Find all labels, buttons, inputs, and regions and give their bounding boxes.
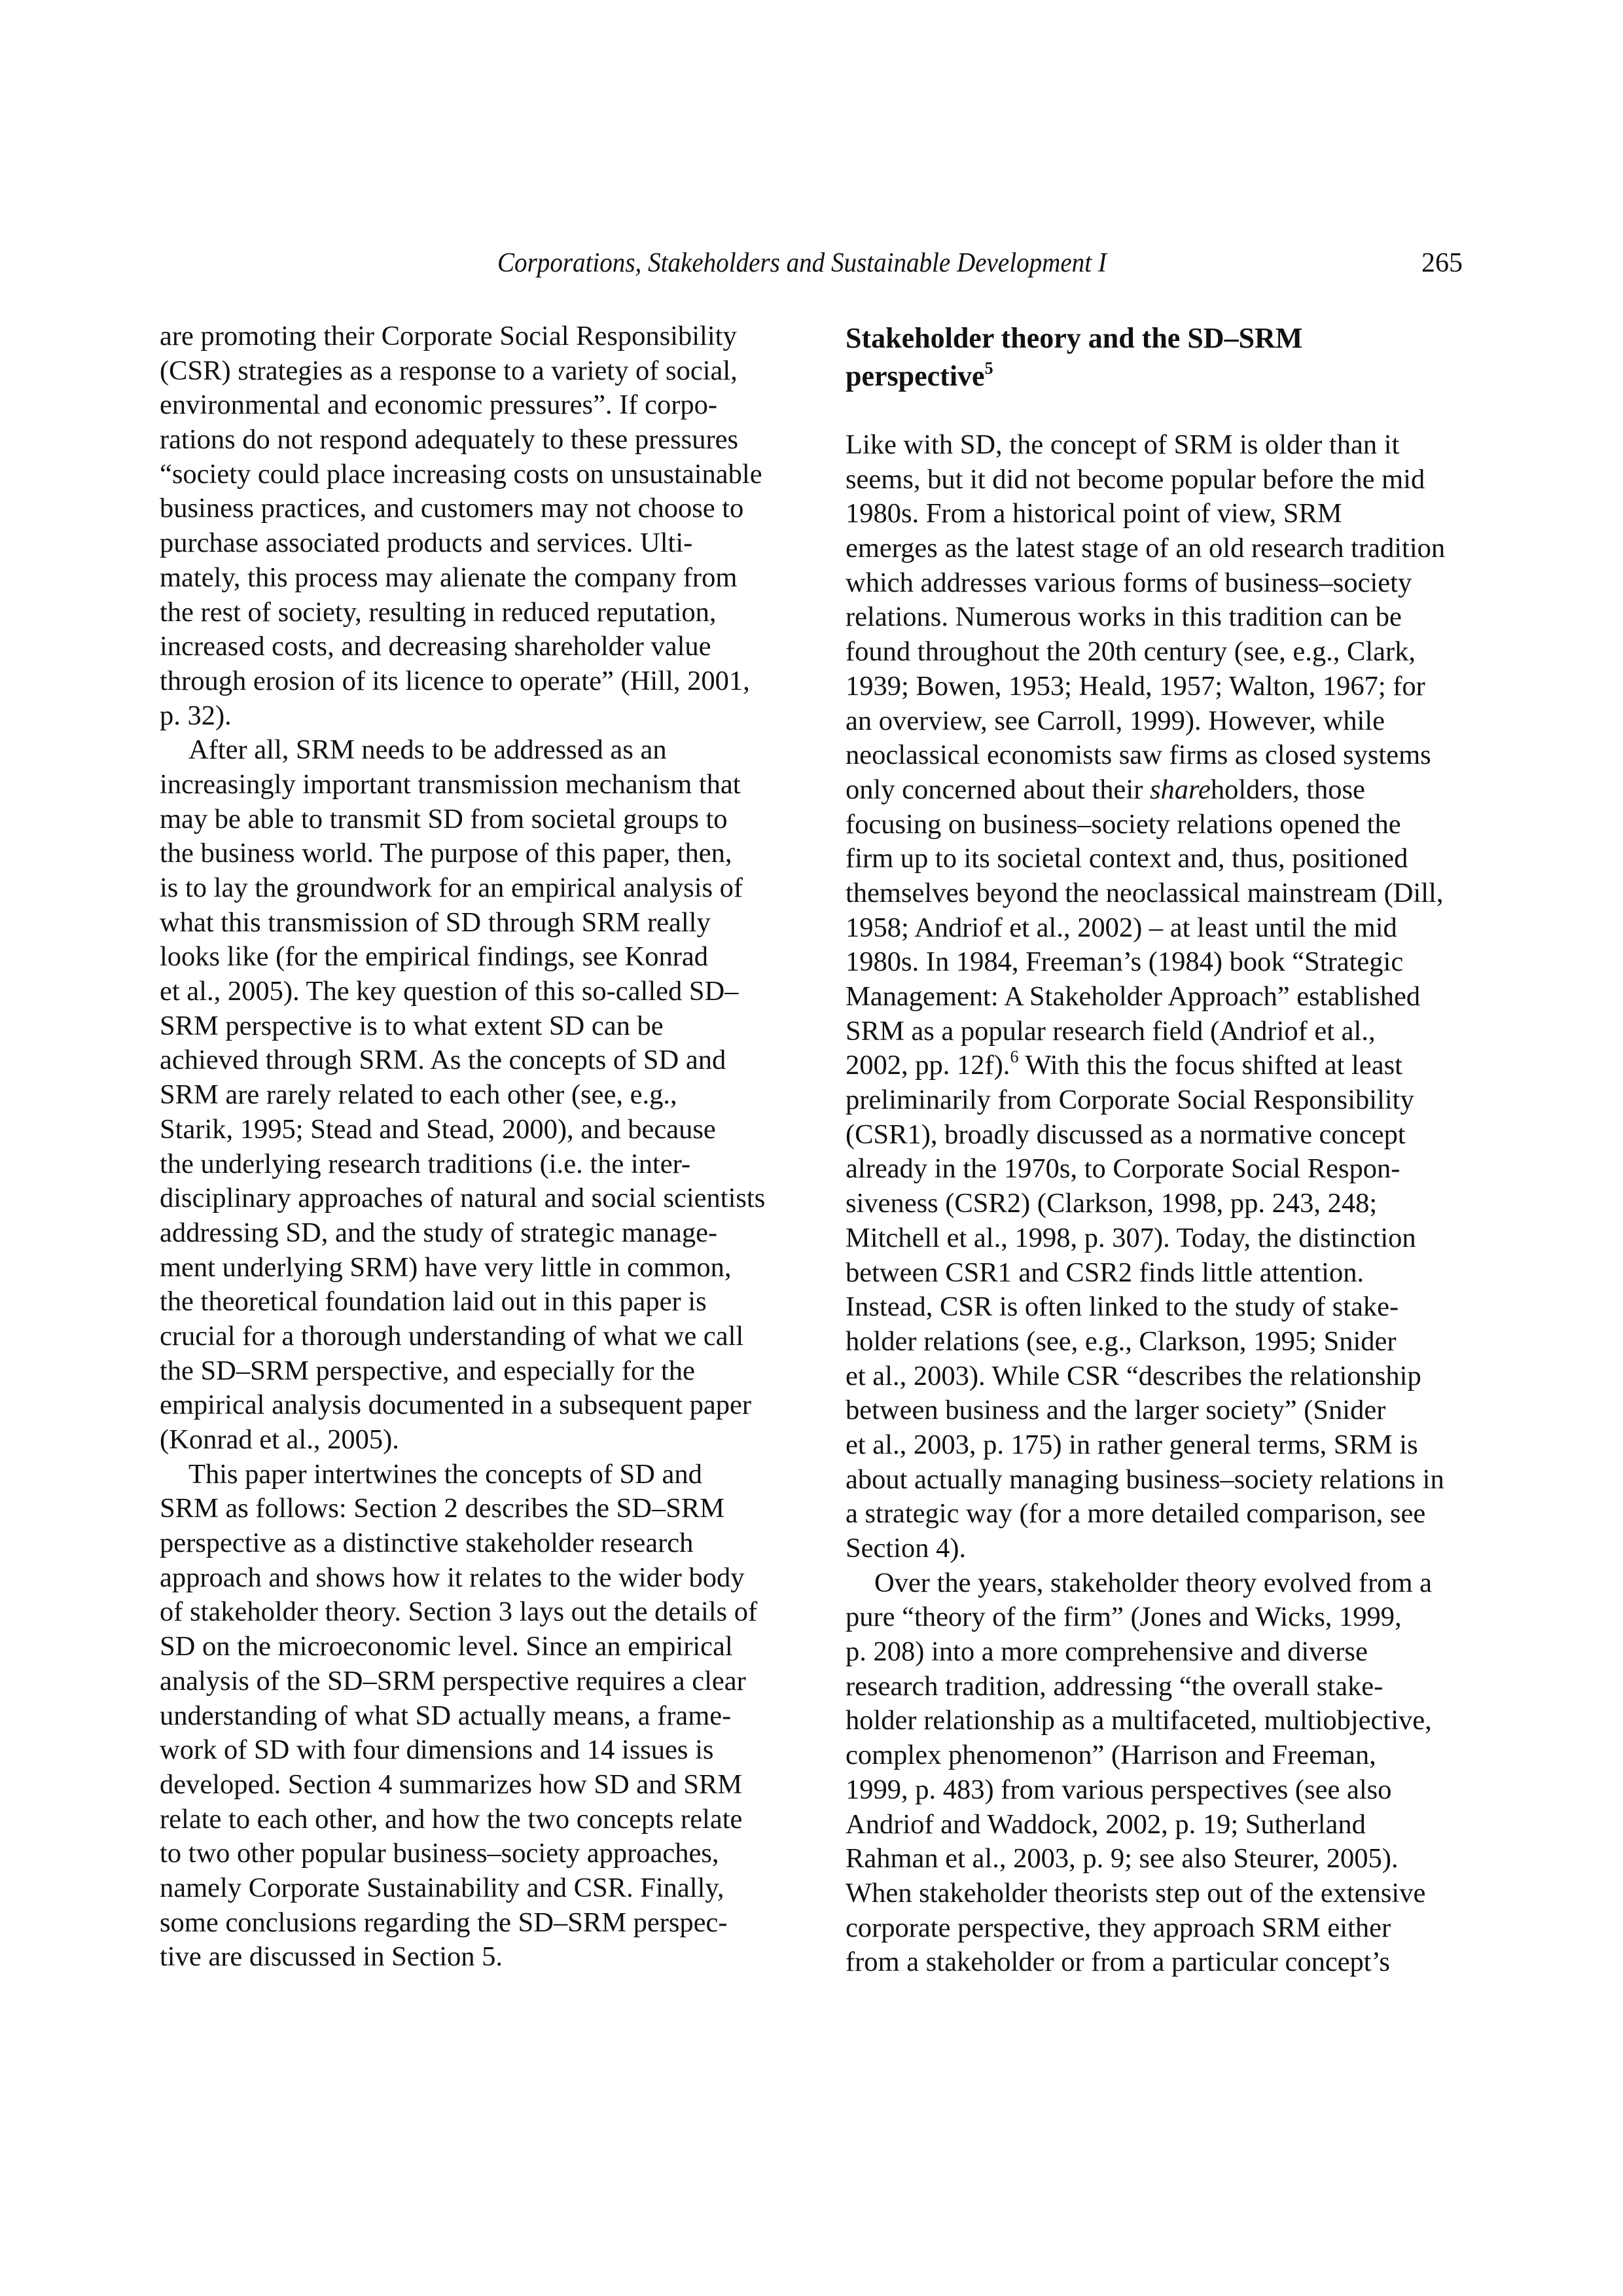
- text-line: addressing SD, and the study of strategic manage-: [160, 1217, 718, 1248]
- text-line: rations do not respond adequately to these pressures: [160, 424, 739, 456]
- text-line: 1939; Bowen, 1953; Heald, 1957; Walton, 1967; for: [846, 670, 1425, 702]
- text-line: purchase associated products and services. Ulti-: [160, 528, 693, 559]
- paragraph: [160, 1458, 777, 1975]
- text-line: crucial for a thorough understanding of what we call: [160, 1320, 744, 1352]
- text-line: understanding of what SD actually means, a frame-: [160, 1700, 732, 1731]
- text-line: SRM as follows: Section 2 describes the SD–SRM: [160, 1493, 724, 1524]
- text-line: This paper intertwines the concepts of SD and: [188, 1458, 702, 1490]
- text-segment: With this the focus shifted at least: [1018, 1050, 1402, 1081]
- text-line: achieved through SRM. As the concepts of SD and: [160, 1045, 726, 1076]
- text-line: are promoting their Corporate Social Responsibility: [160, 321, 737, 351]
- right-column: [846, 319, 1463, 1980]
- text-line: Over the years, stakeholder theory evolved from a: [874, 1567, 1433, 1598]
- text-line: themselves beyond the neoclassical mainstream (Dill,: [846, 877, 1444, 908]
- text-line: Mitchell et al., 1998, p. 307). Today, the distinction: [846, 1222, 1416, 1253]
- paragraph: [160, 319, 777, 733]
- text-line: 1980s. In 1984, Freeman’s (1984) book “Strategic: [846, 946, 1404, 978]
- running-head: Corporations, Stakeholders and Sustainable Development I: [497, 248, 1107, 278]
- text-line: of stakeholder theory. Section 3 lays out the details of: [160, 1596, 758, 1628]
- text-line: what this transmission of SD through SRM really: [160, 906, 711, 938]
- text-line: research tradition, addressing “the overall stake-: [846, 1670, 1383, 1702]
- text-line: approach and shows how it relates to the wider body: [160, 1562, 745, 1593]
- text-line: preliminarily from Corporate Social Responsibility: [846, 1085, 1414, 1116]
- text-line: Section 4).: [846, 1533, 967, 1564]
- text-line: tive are discussed in Section 5.: [160, 1941, 503, 1973]
- text-line: neoclassical economists saw firms as closed systems: [846, 740, 1431, 771]
- text-line: may be able to transmit SD from societal groups to: [160, 803, 728, 834]
- footnote-reference[interactable]: 6: [1010, 1047, 1019, 1067]
- text-line: (CSR) strategies as a response to a variety of social,: [160, 355, 738, 386]
- text-line: p. 208) into a more comprehensive and diverse: [846, 1636, 1368, 1668]
- text-line: et al., 2003). While CSR “describes the relationship: [846, 1360, 1421, 1391]
- emphasized-text: share: [1149, 774, 1211, 805]
- text-line: business practices, and customers may not choose to: [160, 493, 744, 524]
- text-line: holder relationship as a multifaceted, multiobjective,: [846, 1705, 1432, 1736]
- text-line: an overview, see Carroll, 1999). However, while: [846, 705, 1385, 736]
- text-line: 1958; Andriof et al., 2002) – at least until the mid: [846, 912, 1397, 943]
- footnote-reference[interactable]: 5: [984, 359, 993, 378]
- text-line: SRM are rarely related to each other (see, e.g.,: [160, 1079, 677, 1111]
- text-segment: holders, those: [1210, 774, 1365, 805]
- text-line: 1980s. From a historical point of view, SRM: [846, 498, 1342, 529]
- text-line: increased costs, and decreasing shareholder value: [160, 631, 711, 662]
- text-line: (CSR1), broadly discussed as a normative concept: [846, 1119, 1406, 1150]
- text-line: found throughout the 20th century (see, e.g., Clark,: [846, 636, 1416, 668]
- text-line: 1999, p. 483) from various perspectives (see also: [846, 1774, 1392, 1805]
- section-heading-text: perspective: [846, 360, 985, 392]
- text-line: looks like (for the empirical findings, see Konrad: [160, 941, 708, 973]
- text-line: environmental and economic pressures”. If corpo-: [160, 389, 718, 421]
- text-line: disciplinary approaches of natural and social scientists: [160, 1183, 766, 1214]
- text-line: which addresses various forms of business–society: [846, 567, 1412, 598]
- text-line: emerges as the latest stage of an old research tradition: [846, 533, 1446, 564]
- text-line: pure “theory of the firm” (Jones and Wicks, 1999,: [846, 1602, 1402, 1633]
- text-line: is to lay the groundwork for an empirical analysis of: [160, 872, 743, 903]
- text-line: developed. Section 4 summarizes how SD and SRM: [160, 1768, 743, 1800]
- text-line: SRM perspective is to what extent SD can be: [160, 1010, 664, 1041]
- text-line: holder relations (see, e.g., Clarkson, 1995; Snider: [846, 1325, 1397, 1357]
- text-line: SRM as a popular research field (Andriof et al.,: [846, 1015, 1376, 1047]
- text-line: relations. Numerous works in this tradition can be: [846, 601, 1402, 633]
- text-line: analysis of the SD–SRM perspective requires a clear: [160, 1665, 746, 1696]
- text-line: the SD–SRM perspective, and especially for the: [160, 1355, 695, 1386]
- text-line: from a stakeholder or from a particular concept’s: [846, 1946, 1390, 1978]
- text-line: Andriof and Waddock, 2002, p. 19; Sutherland: [846, 1808, 1366, 1840]
- text-line: work of SD with four dimensions and 14 issues is: [160, 1734, 714, 1766]
- text-line: mately, this process may alienate the company from: [160, 562, 738, 593]
- text-line: between business and the larger society” (Snider: [846, 1395, 1386, 1426]
- text-line: a strategic way (for a more detailed comparison, see: [846, 1498, 1426, 1530]
- text-line: seems, but it did not become popular before the mid: [846, 463, 1425, 495]
- text-line: relate to each other, and how the two concepts relate: [160, 1803, 743, 1835]
- text-line: focusing on business–society relations opened the: [846, 808, 1401, 840]
- text-line: [846, 773, 1463, 808]
- text-segment: 2002, pp. 12f).: [846, 1050, 1010, 1081]
- left-column: [160, 319, 777, 1975]
- text-line: ment underlying SRM) have very little in common,: [160, 1251, 732, 1283]
- text-line: firm up to its societal context and, thus, positioned: [846, 843, 1408, 874]
- text-line: Management: A Stakeholder Approach” established: [846, 981, 1421, 1012]
- text-line: the underlying research traditions (i.e. the inter-: [160, 1148, 691, 1179]
- text-line: the business world. The purpose of this paper, then,: [160, 838, 732, 869]
- text-line: to two other popular business–society approaches,: [160, 1838, 719, 1869]
- text-line: between CSR1 and CSR2 finds little attention.: [846, 1257, 1364, 1288]
- paragraph: [846, 428, 1463, 1566]
- section-heading-line-1: Stakeholder theory and the SD–SRM: [846, 322, 1303, 354]
- text-line: corporate perspective, they approach SRM either: [846, 1912, 1391, 1943]
- text-line: already in the 1970s, to Corporate Social Respon-: [846, 1153, 1400, 1185]
- text-line: through erosion of its licence to operate” (Hill, 2001,: [160, 665, 750, 696]
- section-heading-line-2: [846, 357, 1463, 395]
- text-line: Instead, CSR is often linked to the study of stake-: [846, 1291, 1399, 1323]
- text-line: complex phenomenon” (Harrison and Freeman,: [846, 1740, 1376, 1771]
- text-line: et al., 2005). The key question of this so-called SD–: [160, 976, 739, 1007]
- text-line: et al., 2003, p. 175) in rather general terms, SRM is: [846, 1429, 1418, 1460]
- paragraph: [846, 1566, 1463, 1980]
- text-line: (Konrad et al., 2005).: [160, 1424, 399, 1455]
- text-line: siveness (CSR2) (Clarkson, 1998, pp. 243, 248;: [846, 1188, 1378, 1219]
- text-line: Rahman et al., 2003, p. 9; see also Steurer, 2005).: [846, 1843, 1399, 1874]
- text-line: [846, 1049, 1463, 1083]
- text-line: “society could place increasing costs on unsustainable: [160, 458, 762, 490]
- section-heading: [846, 319, 1463, 395]
- text-line: about actually managing business–society relations in: [846, 1463, 1444, 1495]
- text-line: the rest of society, resulting in reduced reputation,: [160, 596, 717, 628]
- text-line: empirical analysis documented in a subsequent paper: [160, 1390, 752, 1421]
- text-line: Like with SD, the concept of SRM is older than it: [846, 429, 1400, 460]
- text-line: namely Corporate Sustainability and CSR. Finally,: [160, 1872, 724, 1903]
- text-line: some conclusions regarding the SD–SRM perspec-: [160, 1907, 728, 1938]
- text-line: When stakeholder theorists step out of the extensive: [846, 1877, 1426, 1909]
- text-line: Starik, 1995; Stead and Stead, 2000), and because: [160, 1113, 716, 1145]
- text-line: the theoretical foundation laid out in this paper is: [160, 1286, 707, 1318]
- text-line: p. 32).: [160, 700, 232, 731]
- page-number: 265: [1421, 248, 1463, 278]
- text-segment: only concerned about their: [846, 774, 1150, 805]
- text-line: SD on the microeconomic level. Since an empirical: [160, 1631, 733, 1662]
- text-line: perspective as a distinctive stakeholder research: [160, 1528, 694, 1559]
- text-line: After all, SRM needs to be addressed as an: [188, 734, 667, 766]
- text-line: increasingly important transmission mechanism that: [160, 768, 741, 800]
- paragraph: [160, 733, 777, 1457]
